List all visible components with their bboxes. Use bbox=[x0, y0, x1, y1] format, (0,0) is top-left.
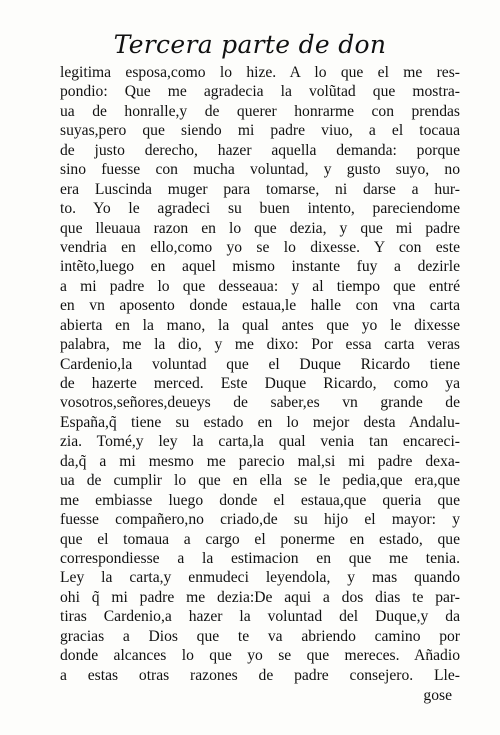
text-line: vosotros,señores,deueys de saber,es vn grande de bbox=[60, 394, 460, 412]
text-line: legitima esposa,como lo hize. A lo que el me res- bbox=[60, 64, 460, 81]
body-text bbox=[60, 63, 460, 685]
text-line: palabra, me la dio, y me dixo: Por essa carta veras bbox=[60, 336, 460, 354]
text-line: sino fuesse con mucha voluntad, y gusto suyo, no bbox=[60, 161, 460, 179]
text-line: suyas,pero que siendo mi padre viuo, a el tocaua bbox=[60, 122, 460, 140]
text-line: gracias a Dios que te va abriendo camino por bbox=[60, 627, 460, 645]
text-line: fuesse compañero,no criado,de su hijo el mayor: y bbox=[60, 511, 460, 529]
text-line: pondio: Que me agradecia la volũtad que mostra- bbox=[60, 83, 460, 101]
running-head: Tercera parte de don bbox=[113, 30, 387, 59]
text-line: me embiasse luego donde el estaua,que queria que bbox=[60, 491, 460, 509]
text-line: abierta en la mano, la qual antes que yo le dixesse bbox=[60, 316, 460, 334]
text-line: Ley la carta,y enmudeci leyendola, y mas quando bbox=[60, 569, 460, 587]
text-line: donde alcances lo que yo se que mereces. Añadio bbox=[60, 647, 460, 665]
text-line: tiras Cardenio,a hazer la voluntad del Duque,y da bbox=[60, 608, 460, 626]
text-line: España,q̃ tiene su estado en lo mejor desta Andalu- bbox=[60, 413, 460, 431]
text-line: correspondiesse a la estimacion en que me tenia. bbox=[60, 549, 460, 567]
text-line: da,q̃ a mi mesmo me parecio mal,si mi padre dexa- bbox=[60, 452, 460, 470]
text-line: era Luscinda muger para tomarse, ni darse a hur- bbox=[60, 180, 460, 198]
text-line: a estas otras razones de padre consejero. Lle- bbox=[60, 666, 460, 684]
text-line: que lleuaua razon en lo que dezia, y que mi padre bbox=[60, 219, 460, 237]
text-line: ua de cumplir lo que en ella se le pedia,que era,que bbox=[60, 472, 460, 490]
text-line: en vn aposento donde estaua,le halle con vna carta bbox=[60, 297, 460, 315]
text-line: to. Yo le agradeci su buen intento, pareciendome bbox=[60, 200, 460, 218]
text-line: zia. Tomé,y ley la carta,la qual venia tan encareci- bbox=[60, 433, 460, 451]
text-line: ohi q̃ mi padre me dezia:De aqui a dos dias te par- bbox=[60, 588, 460, 606]
text-line: de hazerte merced. Este Duque Ricardo, como ya bbox=[60, 375, 460, 392]
text-line: a mi padre lo que desseaua: y al tiempo que entré bbox=[60, 277, 460, 295]
text-line: ua de honralle,y de querer honrarme con prendas bbox=[60, 102, 460, 120]
text-line: Cardenio,la voluntad que el Duque Ricardo tiene bbox=[60, 355, 460, 373]
text-line: que el tomaua a cargo el ponerme en estado, que bbox=[60, 530, 460, 548]
text-line: vendria en ello,como yo se lo dixesse. Y con este bbox=[60, 238, 460, 256]
catchword: gose bbox=[423, 687, 452, 704]
text-line: de justo derecho, hazer aquella demanda: porque bbox=[60, 141, 460, 159]
text-line: intẽto,luego en aquel mismo instante fuy a dezirle bbox=[60, 258, 460, 276]
